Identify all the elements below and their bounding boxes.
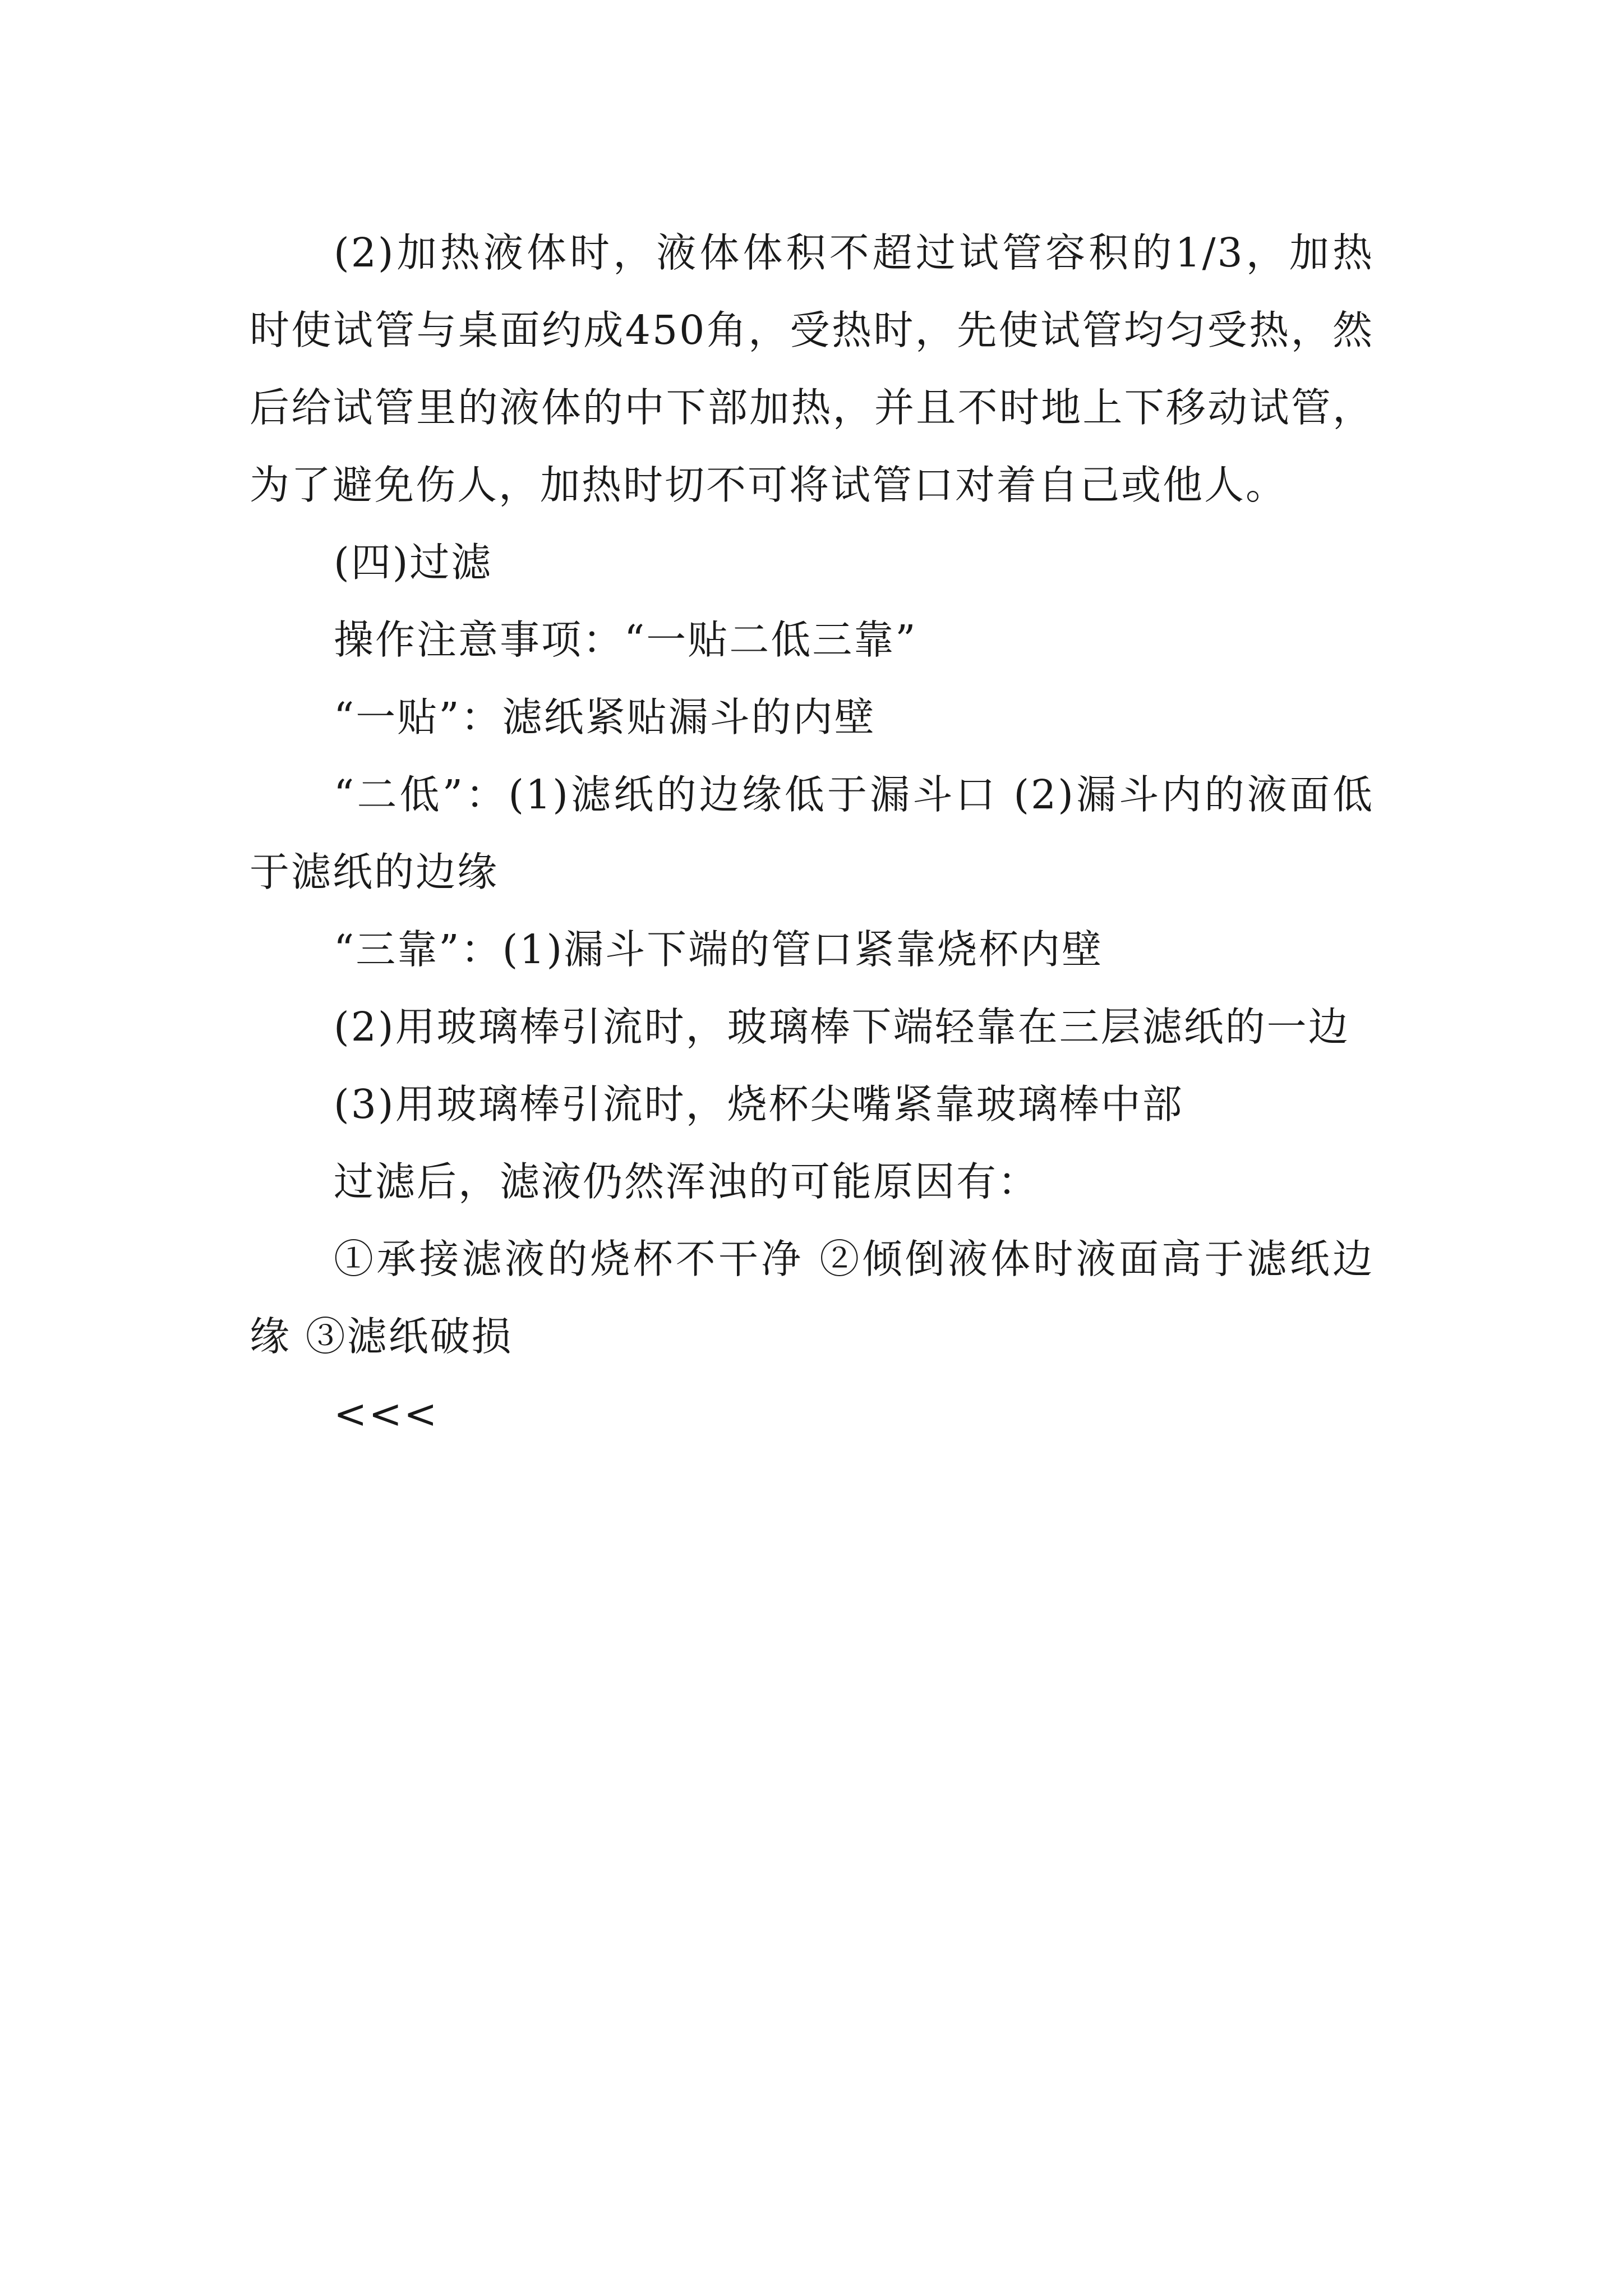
section-heading-filtration: (四)过滤: [334, 539, 493, 586]
paragraph-cloudy-filtrate-reasons: 过滤后，滤液仍然浑浊的可能原因有：: [334, 1158, 1040, 1205]
paragraph-operation-notes: 操作注意事项：“一贴二低三靠”: [334, 616, 917, 663]
paragraph-reason-list: ①承接滤液的烧杯不干净 ②倾倒液体时液面高于滤纸边缘 ③滤纸破损: [250, 1236, 1374, 1360]
paragraph-two-low: “二低”：(1)滤纸的边缘低于漏斗口 (2)漏斗内的液面低于滤纸的边缘: [250, 771, 1374, 895]
paragraph-continuation-marker: <<<: [334, 1391, 439, 1437]
document-body: [250, 214, 1374, 1453]
paragraph-heating-liquid: (2)加热液体时，液体体积不超过试管容积的1/3，加热时使试管与桌面约成450角，受热时，先使试管均匀受热，然后给试管里的液体的中下部加热，并且不时地上下移动试管，为了避免伤人，加热时切不可将试管口对着自己或他人。: [250, 229, 1374, 508]
paragraph-one-stick: “一贴”：滤纸紧贴漏斗的内壁: [334, 694, 876, 740]
paragraph-beaker-spout: (3)用玻璃棒引流时，烧杯尖嘴紧靠玻璃棒中部: [334, 1081, 1184, 1128]
paragraph-three-lean: “三靠”：(1)漏斗下端的管口紧靠烧杯内壁: [334, 926, 1104, 973]
paragraph-glass-rod-lower-end: (2)用玻璃棒引流时，玻璃棒下端轻靠在三层滤纸的一边: [334, 1004, 1350, 1050]
